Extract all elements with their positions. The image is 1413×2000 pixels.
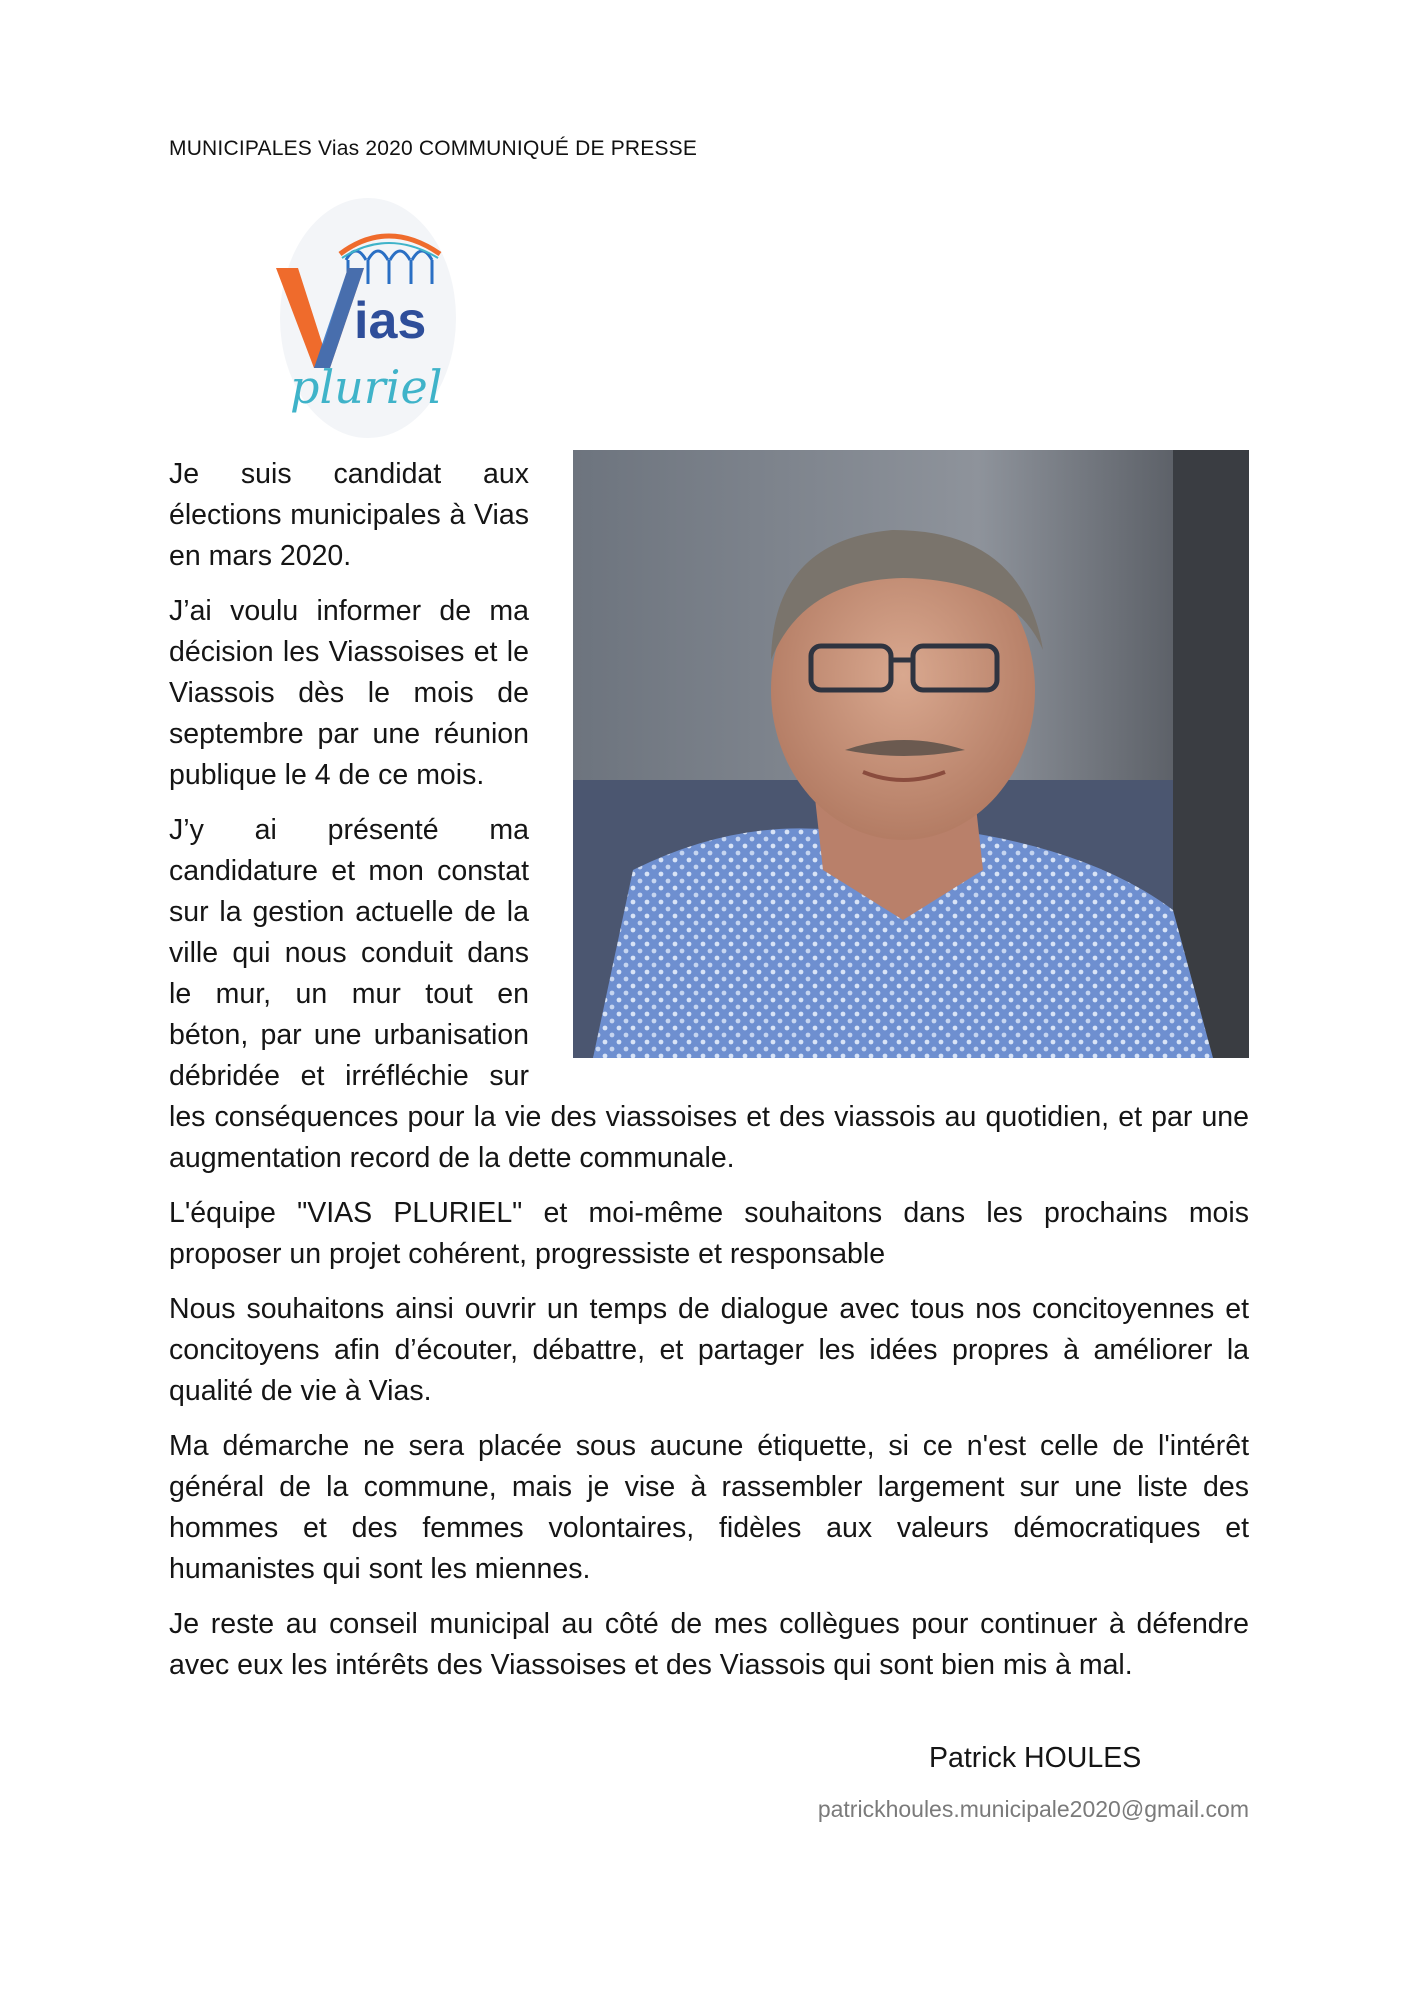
document-header: MUNICIPALES Vias 2020 COMMUNIQUÉ DE PRESSE [169, 137, 698, 160]
paragraph-7: Je reste au conseil municipal au côté de mes collègues pour continuer à défendre avec eux les intérêts des Viassoises et des Viassois qui sont bien mis à mal. [169, 1608, 1249, 1681]
paragraph-5: Nous souhaitons ainsi ouvrir un temps de dialogue avec tous nos concitoyennes et concitoyens afin d’écouter, débattre, et partager les idées propres à améliorer la qualité de vie à Vias. [169, 1293, 1249, 1407]
photo-spacer [529, 454, 1249, 1066]
paragraph-1: Je suis candidat aux élections municipales à Vias en mars 2020. [169, 458, 529, 572]
signature-name: Patrick HOULES [929, 1742, 1142, 1774]
paragraph-4: L'équipe "VIAS PLURIEL" et moi-même souhaitons dans les prochains mois proposer un projet cohérent, progressiste et responsable [169, 1197, 1249, 1270]
paragraph-3: J’y ai présenté ma candidature et mon constat sur la gestion actuelle de la ville qui nous conduit dans le mur, un mur tout en béton, par une urbanisation débridée et irréfléchie sur les conséquences pour la vie des viassoises et des viassois au quotidien, et par une augmentation record de la dette communale. [169, 814, 1249, 1174]
svg-text:pluriel: pluriel [290, 360, 443, 414]
svg-text:ias: ias [354, 292, 427, 350]
contact-email[interactable]: patrickhoules.municipale2020@gmail.com [817, 1796, 1249, 1822]
paragraph-2: J’ai voulu informer de ma décision les Viassoises et le Viassois dès le mois de septembre par une réunion publique le 4 de ce mois. [169, 595, 529, 791]
paragraph-6: Ma démarche ne sera placée sous aucune étiquette, si ce n'est celle de l'intérêt général de la commune, mais je vise à rassembler largement sur une liste des hommes et des femmes volontaires, fidèles aux valeurs démocratiques et humanistes qui sont les miennes. [169, 1430, 1249, 1585]
vias-pluriel-logo [268, 198, 458, 443]
press-release-body [169, 454, 1249, 1700]
